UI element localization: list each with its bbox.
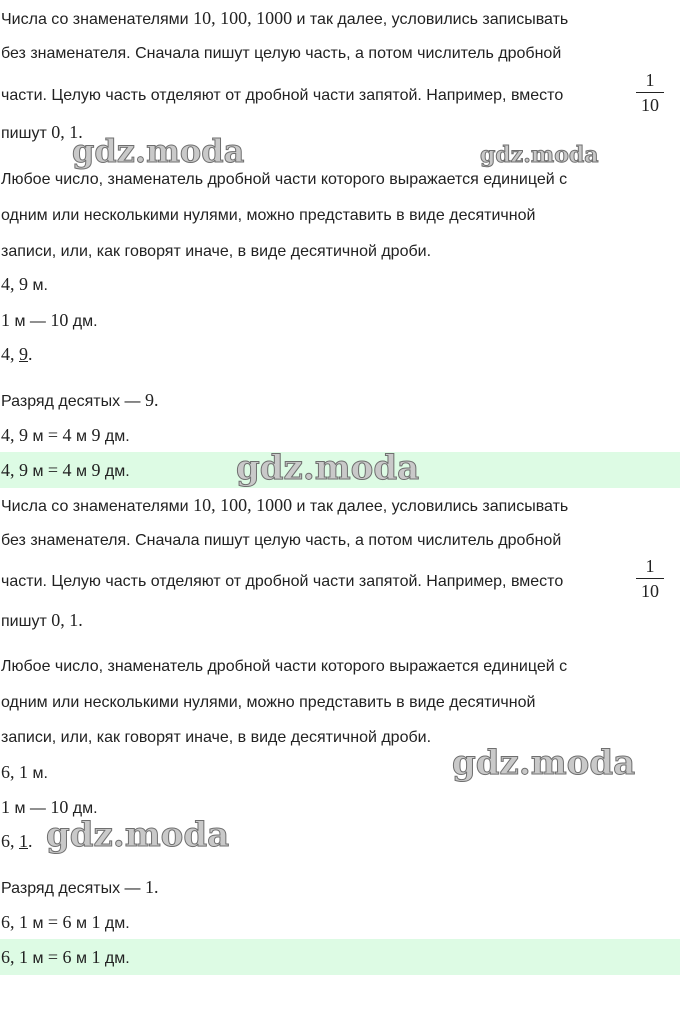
text-line: части. Целую часть отделяют от дробной части запятой. Например, вместо bbox=[1, 87, 564, 104]
fraction: 1 10 bbox=[636, 70, 664, 115]
text-line: пишут 0, 1. bbox=[1, 610, 83, 630]
solution-line: 6, 1. bbox=[1, 831, 33, 851]
answer-line: 6, 1 м = 6 м 1 дм. bbox=[0, 939, 680, 975]
text-line: пишут 0, 1. bbox=[1, 122, 83, 142]
text-line: без знаменателя. Сначала пишут целую часть, а потом числитель дробной bbox=[1, 45, 562, 62]
text-line: одним или несколькими нулями, можно представить в виде десятичной bbox=[1, 694, 536, 711]
text-line: одним или несколькими нулями, можно представить в виде десятичной bbox=[1, 207, 536, 224]
watermark-logo: gdz.moda bbox=[480, 142, 599, 168]
solution-line: 6, 1 м = 6 м 1 дм. bbox=[1, 912, 130, 932]
answer-line: 4, 9 м = 4 м 9 дм. bbox=[0, 452, 680, 488]
solution-line: 6, 1 м. bbox=[1, 762, 48, 782]
text-line: Числа со знаменателями 10, 100, 1000 и так далее, условились записывать bbox=[1, 495, 569, 515]
solution-line: 4, 9. bbox=[1, 344, 33, 364]
text-line: Любое число, знаменатель дробной части которого выражается единицей с bbox=[1, 171, 568, 188]
text-line: части. Целую часть отделяют от дробной части запятой. Например, вместо bbox=[1, 573, 564, 590]
text-line: Любое число, знаменатель дробной части которого выражается единицей с bbox=[1, 658, 568, 675]
fraction-bar bbox=[636, 92, 664, 93]
solution-line: Разряд десятых — 1. bbox=[1, 877, 159, 897]
fraction-bar bbox=[636, 578, 664, 579]
solution-line: Разряд десятых — 9. bbox=[1, 390, 159, 410]
text-line: записи, или, как говорят иначе, в виде десятичной дроби. bbox=[1, 729, 432, 746]
solution-line: 1 м — 10 дм. bbox=[1, 310, 98, 330]
solution-line: 4, 9 м = 4 м 9 дм. bbox=[1, 425, 130, 445]
solution-line: 1 м — 10 дм. bbox=[1, 797, 98, 817]
watermark-logo: gdz.moda bbox=[72, 132, 245, 170]
text-line: записи, или, как говорят иначе, в виде десятичной дроби. bbox=[1, 243, 432, 260]
watermark-logo: gdz.moda bbox=[236, 448, 420, 488]
fraction: 1 10 bbox=[636, 556, 664, 601]
solution-line: 4, 9 м. bbox=[1, 274, 48, 294]
watermark-logo: gdz.moda bbox=[46, 815, 230, 855]
watermark-logo: gdz.moda bbox=[452, 743, 636, 783]
text-line: без знаменателя. Сначала пишут целую часть, а потом числитель дробной bbox=[1, 532, 562, 549]
text-line: Числа со знаменателями 10, 100, 1000 и так далее, условились записывать bbox=[1, 8, 569, 28]
